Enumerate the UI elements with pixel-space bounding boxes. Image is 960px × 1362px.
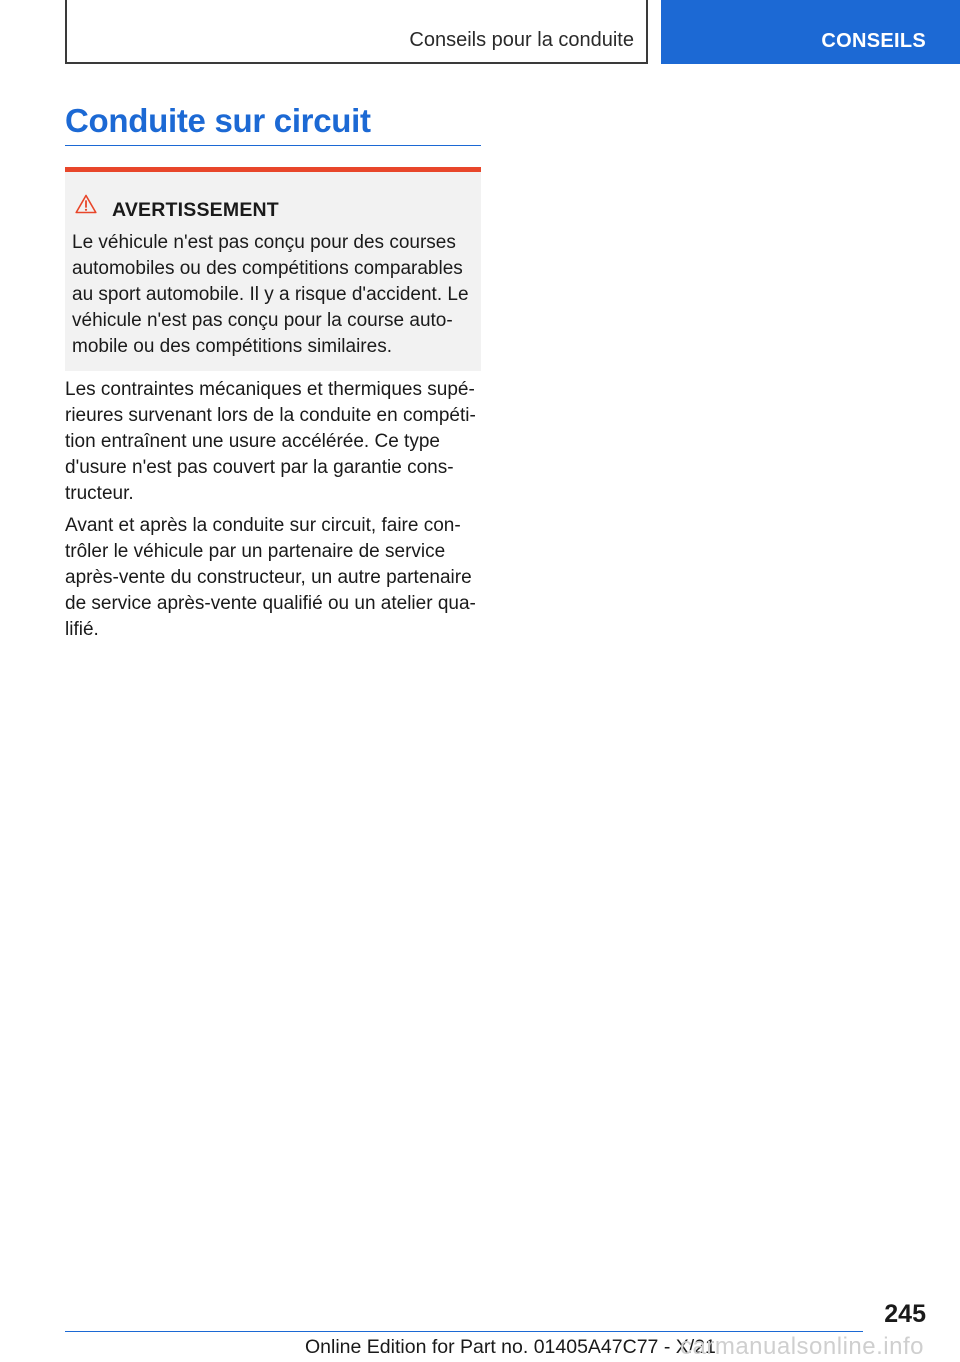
header-section-title: Conseils pour la conduite bbox=[409, 29, 634, 51]
header-chapter-label: CONSEILS bbox=[821, 30, 926, 52]
paragraph-line: de service après-vente qualifié ou un atelier qua‐ bbox=[65, 593, 476, 614]
header-chapter-tab bbox=[661, 0, 960, 64]
body-paragraph bbox=[65, 377, 485, 507]
paragraph-line: après-vente du constructeur, un autre partenaire bbox=[65, 567, 472, 588]
title-divider bbox=[65, 145, 481, 146]
paragraph-line: trôler le véhicule par un partenaire de service bbox=[65, 541, 446, 562]
warning-triangle-icon bbox=[75, 194, 97, 214]
warning-line: au sport automobile. Il y a risque d'accident. Le bbox=[72, 284, 469, 305]
header-section-bar bbox=[65, 0, 648, 64]
warning-line: Le véhicule n'est pas conçu pour des courses bbox=[72, 232, 456, 253]
page-title: Conduite sur circuit bbox=[65, 102, 371, 139]
warning-line: automobiles ou des compétitions comparables bbox=[72, 258, 463, 279]
warning-text bbox=[72, 230, 482, 360]
warning-heading: AVERTISSEMENT bbox=[112, 199, 279, 221]
paragraph-line: tructeur. bbox=[65, 483, 134, 504]
paragraph-line: rieures survenant lors de la conduite en compéti‐ bbox=[65, 405, 476, 426]
body-paragraph bbox=[65, 513, 485, 643]
footer-edition-text: Online Edition for Part no. 01405A47C77 - X/21 bbox=[305, 1336, 716, 1358]
warning-line: véhicule n'est pas conçu pour la course auto‐ bbox=[72, 310, 453, 331]
paragraph-line: tion entraînent une usure accélérée. Ce type bbox=[65, 431, 440, 452]
watermark: carmanualsonline.info bbox=[680, 1333, 924, 1360]
footer-divider bbox=[65, 1331, 863, 1332]
warning-box bbox=[65, 167, 481, 371]
paragraph-line: d'usure n'est pas couvert par la garantie cons‐ bbox=[65, 457, 454, 478]
warning-line: mobile ou des compétitions similaires. bbox=[72, 336, 392, 357]
paragraph-line: Les contraintes mécaniques et thermiques supé‐ bbox=[65, 379, 475, 400]
page-number: 245 bbox=[884, 1300, 926, 1328]
paragraph-line: Avant et après la conduite sur circuit, faire con‐ bbox=[65, 515, 461, 536]
paragraph-line: lifié. bbox=[65, 619, 99, 640]
